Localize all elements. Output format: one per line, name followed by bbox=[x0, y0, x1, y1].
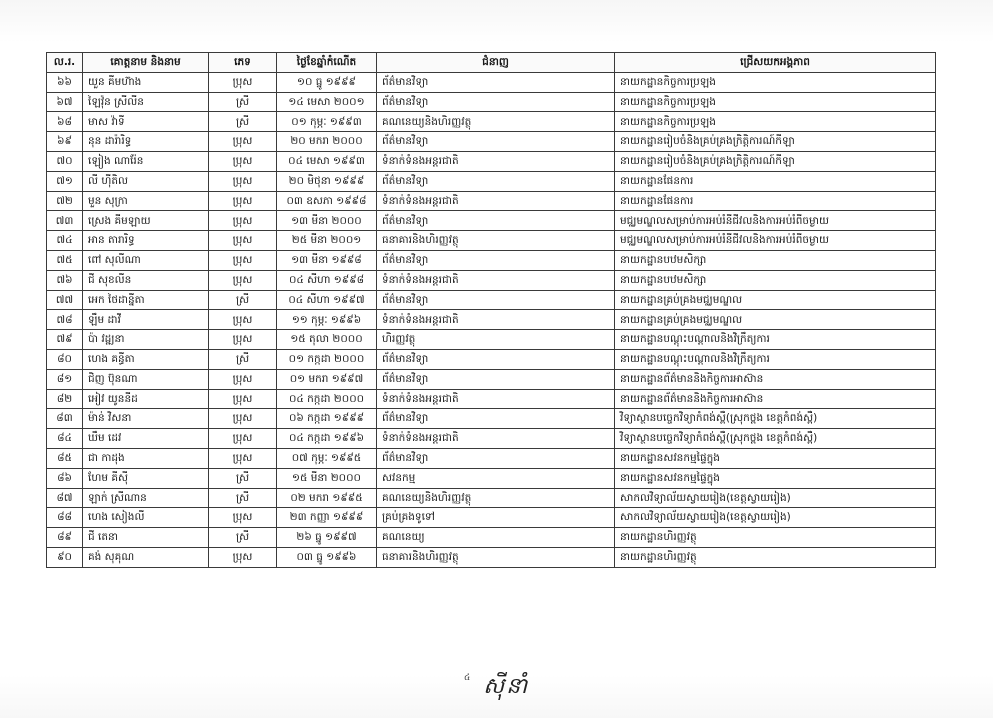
cell-sex: ប្រុស bbox=[209, 270, 277, 290]
cell-sex: ប្រុស bbox=[209, 389, 277, 409]
cell-sex: ប្រុស bbox=[209, 72, 277, 92]
cell-field-of-study: ទំនាក់ទំនងអន្តរជាតិ bbox=[377, 191, 615, 211]
cell-sex: ប្រុស bbox=[209, 330, 277, 350]
table-row bbox=[47, 508, 936, 528]
cell-date-of-birth: ១៣ មីនា ១៩៩៨ bbox=[277, 250, 377, 270]
cell-date-of-birth: ១៣ មីនា ២០០០ bbox=[277, 211, 377, 231]
cell-date-of-birth: ១០ ធ្នូ ១៩៩៩ bbox=[277, 72, 377, 92]
cell-field-of-study: ព័ត៌មានវិទ្យា bbox=[377, 72, 615, 92]
cell-assigned-unit: នាយកដ្ឋានគ្រប់គ្រងមជ្ឈមណ្ឌល bbox=[615, 310, 936, 330]
cell-assigned-unit: នាយកដ្ឋានបណ្តុះបណ្តាលនិងវិក្រឹត្យការ bbox=[615, 349, 936, 369]
cell-sex: ស្រី bbox=[209, 349, 277, 369]
cell-assigned-unit: នាយកដ្ឋានបឋមសិក្សា bbox=[615, 250, 936, 270]
table-row bbox=[47, 72, 936, 92]
cell-number: ៦៧ bbox=[47, 92, 83, 112]
cell-date-of-birth: ០៤ កក្កដា ២០០០ bbox=[277, 389, 377, 409]
cell-assigned-unit: នាយកដ្ឋានបណ្តុះបណ្តាលនិងវិក្រឹត្យការ bbox=[615, 330, 936, 350]
table-row bbox=[47, 290, 936, 310]
page-number: ៤ bbox=[463, 673, 471, 683]
cell-field-of-study: ទំនាក់ទំនងអន្តរជាតិ bbox=[377, 389, 615, 409]
cell-assigned-unit: នាយកដ្ឋានហិរញ្ញវត្ថុ bbox=[615, 528, 936, 548]
cell-assigned-unit: នាយកដ្ឋានរៀបចំនិងគ្រប់គ្រងក្រិត្តិការណ៍កីឡា bbox=[615, 151, 936, 171]
table-row bbox=[47, 171, 936, 191]
table-row bbox=[47, 389, 936, 409]
cell-date-of-birth: ០៤ សីហា ១៩៩៧ bbox=[277, 290, 377, 310]
table-row bbox=[47, 132, 936, 152]
cell-name: ឡៃវ៉ុន ស្រីលីន bbox=[83, 92, 209, 112]
cell-sex: ស្រី bbox=[209, 112, 277, 132]
table-row bbox=[47, 231, 936, 251]
cell-assigned-unit: វិទ្យាស្ថានបច្ចេកវិទ្យាកំពង់ស្ពឺ(ស្រុកថ្ពង ខេត្តកំពង់ស្ពឺ) bbox=[615, 409, 936, 429]
cell-number: ៨៧ bbox=[47, 488, 83, 508]
cell-number: ៧០ bbox=[47, 151, 83, 171]
cell-name: លី ហ៊ីតិល bbox=[83, 171, 209, 191]
cell-assigned-unit: នាយកដ្ឋានហិរញ្ញវត្ថុ bbox=[615, 547, 936, 567]
cell-field-of-study: ទំនាក់ទំនងអន្តរជាតិ bbox=[377, 151, 615, 171]
table-row bbox=[47, 211, 936, 231]
cell-date-of-birth: ១១ កុម្ភៈ ១៩៩៦ bbox=[277, 310, 377, 330]
cell-date-of-birth: ០១ កក្កដា ២០០០ bbox=[277, 349, 377, 369]
cell-sex: ស្រី bbox=[209, 488, 277, 508]
cell-number: ៩០ bbox=[47, 547, 83, 567]
cell-sex: ប្រុស bbox=[209, 448, 277, 468]
cell-field-of-study: ព័ត៌មានវិទ្យា bbox=[377, 92, 615, 112]
table-header-row bbox=[47, 53, 936, 73]
cell-date-of-birth: ០៣ ធ្នូ ១៩៩៦ bbox=[277, 547, 377, 567]
cell-field-of-study: ទំនាក់ទំនងអន្តរជាតិ bbox=[377, 270, 615, 290]
cell-date-of-birth: ០៧ កុម្ភៈ ១៩៩៥ bbox=[277, 448, 377, 468]
cell-name: គង់ សុគុណ bbox=[83, 547, 209, 567]
cell-name: ហែម គីស៊ី bbox=[83, 468, 209, 488]
handwritten-initials: ស៊ីនាំ bbox=[483, 674, 530, 699]
cell-field-of-study: សវនកម្ម bbox=[377, 468, 615, 488]
cell-field-of-study: គណនេយ្យ bbox=[377, 528, 615, 548]
cell-date-of-birth: ០៤ មេសា ១៩៩៣ bbox=[277, 151, 377, 171]
cell-assigned-unit: នាយកដ្ឋានព័ត៌មាននិងកិច្ចការអាស៊ាន bbox=[615, 369, 936, 389]
table-row bbox=[47, 528, 936, 548]
cell-number: ៨៨ bbox=[47, 508, 83, 528]
cell-field-of-study: ព័ត៌មានវិទ្យា bbox=[377, 250, 615, 270]
cell-sex: ប្រុស bbox=[209, 191, 277, 211]
cell-field-of-study: ទំនាក់ទំនងអន្តរជាតិ bbox=[377, 310, 615, 330]
cell-field-of-study: ព័ត៌មានវិទ្យា bbox=[377, 448, 615, 468]
staff-roster-table bbox=[46, 52, 936, 568]
cell-assigned-unit: នាយកដ្ឋានកិច្ចការប្រឡង bbox=[615, 112, 936, 132]
cell-number: ៦៨ bbox=[47, 112, 83, 132]
cell-name: ជី សុខលីន bbox=[83, 270, 209, 290]
cell-name: ឡឹម ដាវី bbox=[83, 310, 209, 330]
cell-sex: ប្រុស bbox=[209, 310, 277, 330]
cell-sex: ប្រុស bbox=[209, 231, 277, 251]
cell-date-of-birth: ២០ មិថុនា ១៩៩៩ bbox=[277, 171, 377, 191]
table-row bbox=[47, 310, 936, 330]
cell-name: អេក ថៃដាន្នីតា bbox=[83, 290, 209, 310]
table-row bbox=[47, 349, 936, 369]
cell-sex: ប្រុស bbox=[209, 132, 277, 152]
cell-assigned-unit: នាយកដ្ឋានបឋមសិក្សា bbox=[615, 270, 936, 290]
cell-name: ឡាក់ ស្រីណាន bbox=[83, 488, 209, 508]
table-row bbox=[47, 448, 936, 468]
cell-name: យួន គីមហ៊ាង bbox=[83, 72, 209, 92]
table-row bbox=[47, 191, 936, 211]
table-row bbox=[47, 468, 936, 488]
cell-field-of-study: ហិរញ្ញវត្ថុ bbox=[377, 330, 615, 350]
cell-sex: ប្រុស bbox=[209, 369, 277, 389]
cell-field-of-study: ព័ត៌មានវិទ្យា bbox=[377, 349, 615, 369]
cell-name: ជិញ ប៊ុនណា bbox=[83, 369, 209, 389]
cell-number: ៧២ bbox=[47, 191, 83, 211]
cell-number: ៨៤ bbox=[47, 429, 83, 449]
cell-field-of-study: គណនេយ្យនិងហិរញ្ញវត្ថុ bbox=[377, 488, 615, 508]
header-sex: ភេទ bbox=[209, 53, 277, 73]
cell-field-of-study: គណនេយ្យនិងហិរញ្ញវត្ថុ bbox=[377, 112, 615, 132]
cell-field-of-study: ព័ត៌មានវិទ្យា bbox=[377, 171, 615, 191]
cell-date-of-birth: ១៥ តុលា ២០០០ bbox=[277, 330, 377, 350]
cell-sex: ប្រុស bbox=[209, 171, 277, 191]
table-row bbox=[47, 369, 936, 389]
cell-assigned-unit: នាយកដ្ឋានព័ត៌មាននិងកិច្ចការអាស៊ាន bbox=[615, 389, 936, 409]
cell-number: ៧៤ bbox=[47, 231, 83, 251]
table-row bbox=[47, 92, 936, 112]
cell-number: ៧៩ bbox=[47, 330, 83, 350]
cell-number: ៨០ bbox=[47, 349, 83, 369]
cell-name: ម៉ាន់ វិសនា bbox=[83, 409, 209, 429]
cell-date-of-birth: ០២ មករា ១៩៩៥ bbox=[277, 488, 377, 508]
cell-date-of-birth: ០១ មករា ១៩៩៧ bbox=[277, 369, 377, 389]
cell-assigned-unit: នាយកដ្ឋានផែនការ bbox=[615, 171, 936, 191]
table-row bbox=[47, 112, 936, 132]
cell-number: ៧៥ bbox=[47, 250, 83, 270]
cell-number: ៦៦ bbox=[47, 72, 83, 92]
cell-sex: ប្រុស bbox=[209, 250, 277, 270]
cell-number: ៧៦ bbox=[47, 270, 83, 290]
cell-number: ៧១ bbox=[47, 171, 83, 191]
cell-name: ឃឹម ដេវ bbox=[83, 429, 209, 449]
cell-assigned-unit: នាយកដ្ឋានរៀបចំនិងគ្រប់គ្រងក្រិត្តិការណ៍កីឡា bbox=[615, 132, 936, 152]
cell-date-of-birth: ០១ កុម្ភៈ ១៩៩៣ bbox=[277, 112, 377, 132]
header-field-of-study: ជំនាញ bbox=[377, 53, 615, 73]
cell-sex: ប្រុស bbox=[209, 151, 277, 171]
cell-assigned-unit: នាយកដ្ឋានសវនកម្មផ្ទៃក្នុង bbox=[615, 468, 936, 488]
cell-name: ជា កាដុង bbox=[83, 448, 209, 468]
cell-name: ហេង សៀងលី bbox=[83, 508, 209, 528]
cell-number: ៧៣ bbox=[47, 211, 83, 231]
cell-name: ឡៀង ណារ៉ែន bbox=[83, 151, 209, 171]
cell-date-of-birth: ១៥ មីនា ២០០០ bbox=[277, 468, 377, 488]
cell-date-of-birth: ០៦ កក្កដា ១៩៩៩ bbox=[277, 409, 377, 429]
cell-name: ស្រេង គីមឡាយ bbox=[83, 211, 209, 231]
cell-assigned-unit: នាយកដ្ឋានគ្រប់គ្រងមជ្ឈមណ្ឌល bbox=[615, 290, 936, 310]
cell-assigned-unit: នាយកដ្ឋានកិច្ចការប្រឡង bbox=[615, 92, 936, 112]
footer-signature bbox=[0, 672, 993, 704]
cell-date-of-birth: ២៦ ធ្នូ ១៩៩៧ bbox=[277, 528, 377, 548]
table-row bbox=[47, 270, 936, 290]
header-name: គោត្តនាម និងនាម bbox=[83, 53, 209, 73]
cell-date-of-birth: ២០ មករា ២០០០ bbox=[277, 132, 377, 152]
cell-assigned-unit: មជ្ឈមណ្ឌលសម្រាប់ការអប់រំនីជីវលនិងការអប់រំពីចម្ងាយ bbox=[615, 231, 936, 251]
cell-name: ប៉ា វដ្ឍនា bbox=[83, 330, 209, 350]
cell-name: នុន ដារ៉ារិទ្ធ bbox=[83, 132, 209, 152]
cell-date-of-birth: ០៤ កក្កដា ១៩៩៦ bbox=[277, 429, 377, 449]
cell-sex: ប្រុស bbox=[209, 508, 277, 528]
cell-sex: ប្រុស bbox=[209, 409, 277, 429]
cell-assigned-unit: នាយកដ្ឋានផែនការ bbox=[615, 191, 936, 211]
table-row bbox=[47, 250, 936, 270]
cell-name: ជី តេនា bbox=[83, 528, 209, 548]
table-row bbox=[47, 409, 936, 429]
cell-sex: ស្រី bbox=[209, 528, 277, 548]
table-row bbox=[47, 547, 936, 567]
cell-field-of-study: គ្រប់គ្រងទូទៅ bbox=[377, 508, 615, 528]
cell-date-of-birth: ២៥ មីនា ២០០១ bbox=[277, 231, 377, 251]
cell-assigned-unit: នាយកដ្ឋានសវនកម្មផ្ទៃក្នុង bbox=[615, 448, 936, 468]
cell-name: អៀវ យូននីដ bbox=[83, 389, 209, 409]
cell-sex: ស្រី bbox=[209, 468, 277, 488]
cell-field-of-study: ព័ត៌មានវិទ្យា bbox=[377, 290, 615, 310]
cell-field-of-study: ព័ត៌មានវិទ្យា bbox=[377, 409, 615, 429]
cell-sex: ស្រី bbox=[209, 92, 277, 112]
cell-number: ៧៧ bbox=[47, 290, 83, 310]
cell-sex: ស្រី bbox=[209, 290, 277, 310]
cell-number: ៦៩ bbox=[47, 132, 83, 152]
cell-field-of-study: ព័ត៌មានវិទ្យា bbox=[377, 211, 615, 231]
cell-sex: ប្រុស bbox=[209, 547, 277, 567]
cell-sex: ប្រុស bbox=[209, 429, 277, 449]
cell-sex: ប្រុស bbox=[209, 211, 277, 231]
table-row bbox=[47, 151, 936, 171]
header-date-of-birth: ថ្ងៃខែឆ្នាំកំណើត bbox=[277, 53, 377, 73]
cell-date-of-birth: ០៣ ឧសភា ១៩៩៨ bbox=[277, 191, 377, 211]
cell-field-of-study: ធនាគារនិងហិរញ្ញវត្ថុ bbox=[377, 231, 615, 251]
table-body bbox=[47, 72, 936, 567]
cell-name: មួន សុក្រា bbox=[83, 191, 209, 211]
cell-number: ៨៦ bbox=[47, 468, 83, 488]
cell-field-of-study: ធនាគារនិងហិរញ្ញវត្ថុ bbox=[377, 547, 615, 567]
cell-number: ៧៨ bbox=[47, 310, 83, 330]
cell-assigned-unit: មជ្ឈមណ្ឌលសម្រាប់ការអប់រំនីជីវលនិងការអប់រំពីចម្ងាយ bbox=[615, 211, 936, 231]
cell-assigned-unit: សាកលវិទ្យាល័យស្វាយរៀង(ខេត្តស្វាយរៀង) bbox=[615, 508, 936, 528]
cell-assigned-unit: សាកលវិទ្យាល័យស្វាយរៀង(ខេត្តស្វាយរៀង) bbox=[615, 488, 936, 508]
cell-date-of-birth: ២៣ កញ្ញា ១៩៩៩ bbox=[277, 508, 377, 528]
table-row bbox=[47, 488, 936, 508]
cell-number: ៨១ bbox=[47, 369, 83, 389]
cell-date-of-birth: ០៤ សីហា ១៩៩៨ bbox=[277, 270, 377, 290]
cell-name: អាន តារារិទ្ធ bbox=[83, 231, 209, 251]
cell-number: ៨៩ bbox=[47, 528, 83, 548]
cell-date-of-birth: ១៤ មេសា ២០០១ bbox=[277, 92, 377, 112]
header-number: ល.រ. bbox=[47, 53, 83, 73]
cell-field-of-study: ទំនាក់ទំនងអន្តរជាតិ bbox=[377, 429, 615, 449]
cell-number: ៨៣ bbox=[47, 409, 83, 429]
cell-number: ៨២ bbox=[47, 389, 83, 409]
cell-field-of-study: ព័ត៌មានវិទ្យា bbox=[377, 132, 615, 152]
cell-name: ពៅ សុលីណា bbox=[83, 250, 209, 270]
cell-name: ហេង គន្ធីតា bbox=[83, 349, 209, 369]
cell-field-of-study: ព័ត៌មានវិទ្យា bbox=[377, 369, 615, 389]
table-row bbox=[47, 330, 936, 350]
cell-name: មាស វ៉ាទី bbox=[83, 112, 209, 132]
cell-number: ៨៥ bbox=[47, 448, 83, 468]
header-assigned-unit: ជ្រើសយកអង្គភាព bbox=[615, 53, 936, 73]
cell-assigned-unit: វិទ្យាស្ថានបច្ចេកវិទ្យាកំពង់ស្ពឺ(ស្រុកថ្ពង ខេត្តកំពង់ស្ពឺ) bbox=[615, 429, 936, 449]
table-row bbox=[47, 429, 936, 449]
cell-assigned-unit: នាយកដ្ឋានកិច្ចការប្រឡង bbox=[615, 72, 936, 92]
